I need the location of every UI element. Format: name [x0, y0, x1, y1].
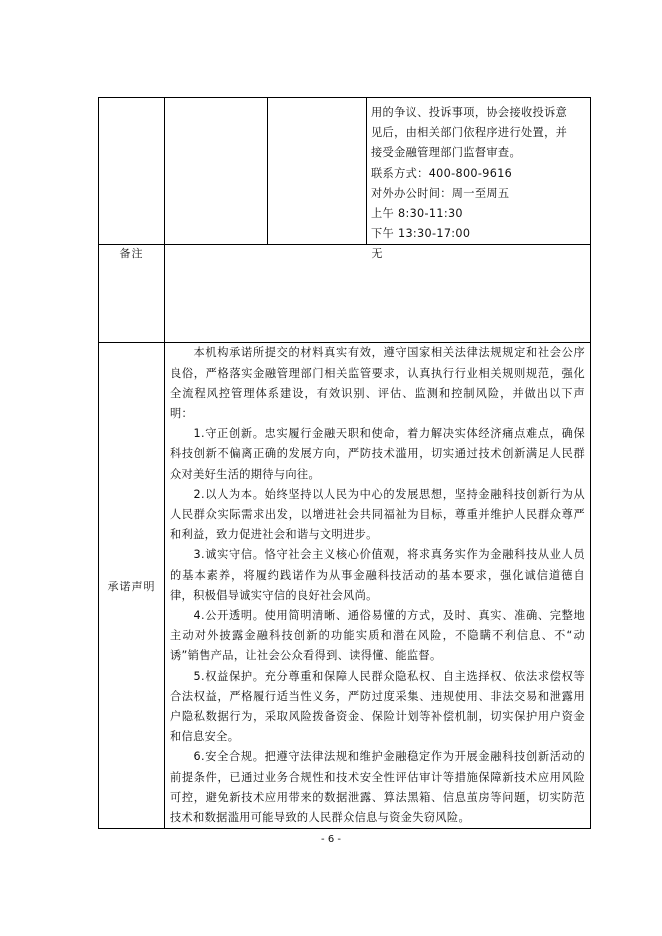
office-hours: 对外办公时间：周一至周五 — [371, 186, 510, 200]
morning-hours: 上午 8:30-11:30 — [371, 207, 463, 221]
empty-cell-2 — [165, 98, 268, 245]
commitment-item: 6.安全合规。把遵守法律法规和维护金融稳定作为开展金融科技创新活动的前提条件，已通过业务合规性和技术安全性评估审计等措施保障新技术应用风险可控，避免新技术应用带来的数据泄露、算法黑箱、信息茧房等问题，切实防范技术和数据滥用可能导致的人民群众信息与资金失窃风险。 — [170, 750, 585, 825]
contact-line: 接受金融管理部门监督审查。 — [371, 146, 521, 160]
application-form-table — [98, 97, 591, 829]
commitment-item: 5.权益保护。充分尊重和保障人民群众隐私权、自主选择权、依法求偿权等合法权益，严格履行适当性义务，严防过度采集、违规使用、非法交易和泄露用户隐私数据行为，采取风险拨备资金、保险计划等补偿机制，切实保护用户资金和信息安全。 — [170, 669, 585, 744]
contact-row — [99, 98, 591, 245]
contact-line: 用的争议、投诉事项，协会接收投诉意 — [371, 106, 568, 119]
contact-phone: 联系方式：400-800-9616 — [371, 166, 513, 180]
commitment-item: 4.公开透明。使用简明清晰、通俗易懂的方式，及时、真实、准确、完整地主动对外披露金融科技创新的功能实质和潜在风险，不隐瞒不利信息、不“动诱”销售产品，让社会公众看得到、读得懂、能监督。 — [170, 609, 585, 663]
empty-cell-3 — [268, 98, 367, 245]
commitment-intro: 本机构承诺所提交的材料真实有效，遵守国家相关法律法规规定和社会公序良俗，严格落实金融管理部门相关监管要求，认真执行行业相关规则规范，强化全流程风控管理体系建设，有效识别、评估、监测和控制风险，并做出以下声明： — [170, 346, 585, 421]
contact-cell — [367, 98, 591, 245]
empty-cell-1 — [99, 98, 165, 245]
contact-text — [367, 98, 590, 244]
page-number: - 6 - — [321, 834, 341, 845]
commitment-row — [99, 343, 591, 829]
remarks-row — [99, 245, 591, 343]
afternoon-hours: 下午 13:30-17:00 — [371, 227, 471, 241]
commitment-item: 2.以人为本。始终坚持以人民为中心的发展思想，坚持金融科技创新行为从人民群众实际需求出发，以增进社会共同福祉为目标，尊重并维护人民群众尊严和利益，致力促进社会和谐与文明进步。 — [170, 487, 585, 542]
commitment-text — [165, 343, 590, 828]
commitment-label: 承诺声明 — [99, 343, 165, 829]
commitment-item: 3.诚实守信。恪守社会主义核心价值观，将求真务实作为金融科技从业人员的基本素养，将履约践诺作为从事金融科技活动的基本要求，强化诚信道德自律，积极倡导诚实守信的良好社会风尚。 — [170, 548, 585, 602]
contact-line: 见后，由相关部门依程序进行处置，并 — [371, 126, 568, 140]
remarks-value: 无 — [165, 245, 591, 343]
commitment-cell — [165, 343, 591, 829]
commitment-item: 1.守正创新。忠实履行金融天职和使命，着力解决实体经济痛点难点，确保科技创新不偏离正确的发展方向，严防技术滥用，切实通过技术创新满足人民群众对美好生活的期待与向往。 — [170, 427, 585, 481]
remarks-label: 备注 — [99, 245, 165, 343]
